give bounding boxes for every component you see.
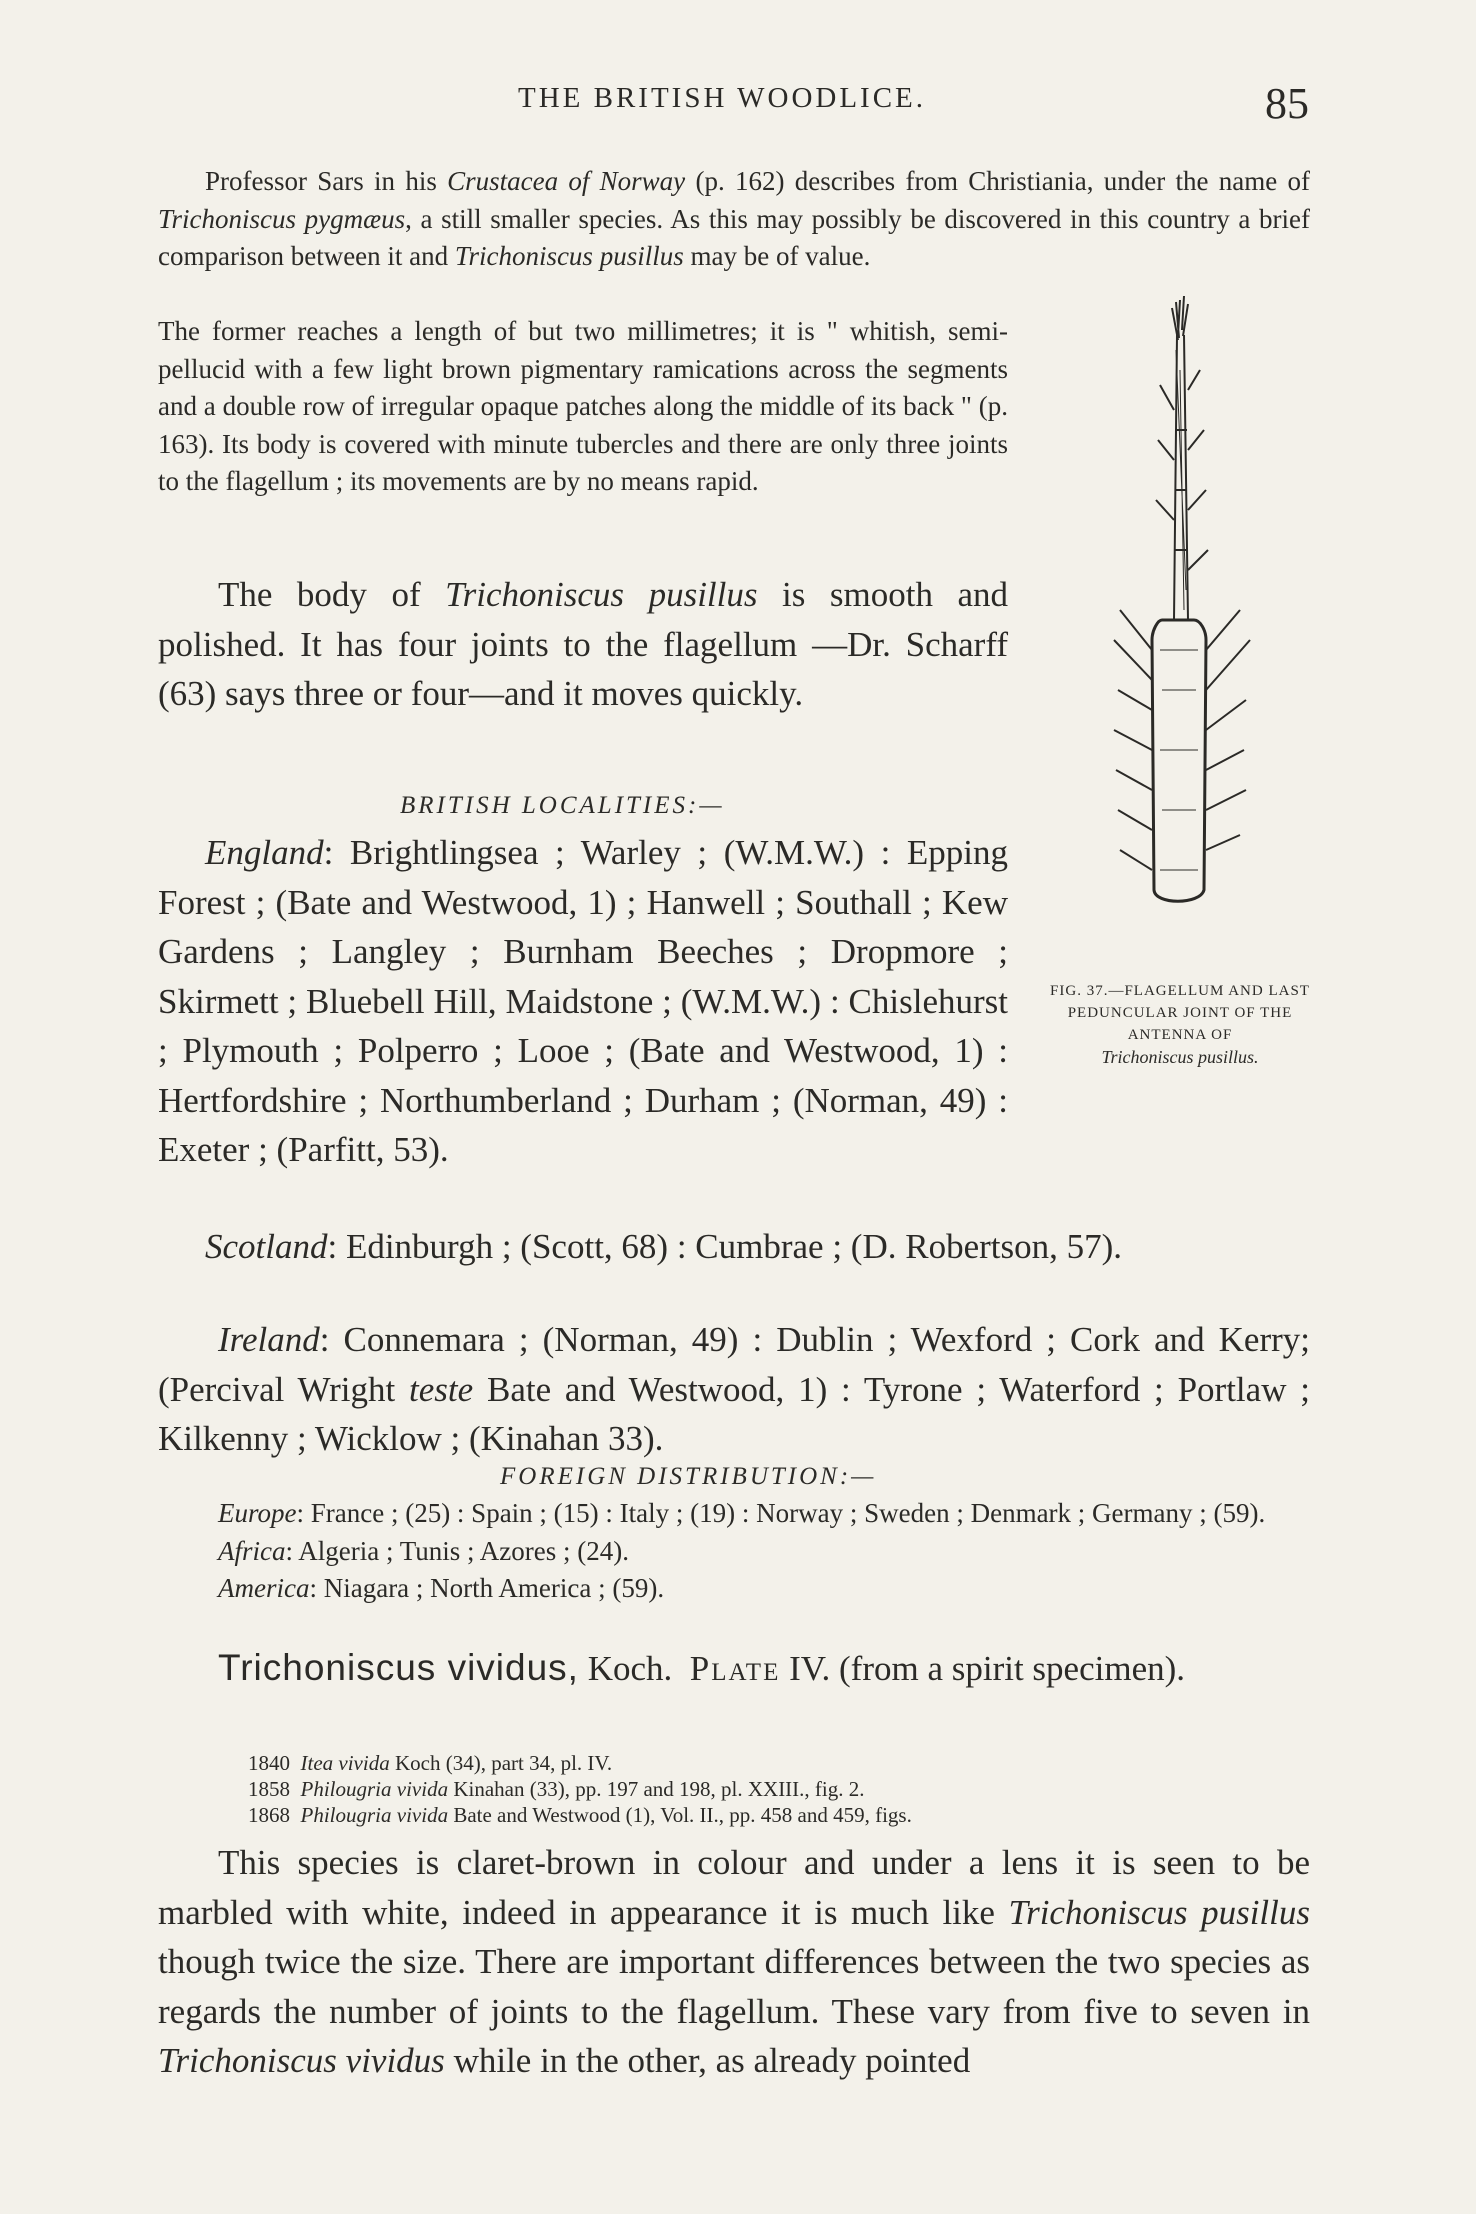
species-heading: Trichoniscus vividus, Koch. Plate IV. (from a spirit specimen).	[218, 1647, 1186, 1688]
page-number: 85	[1265, 79, 1309, 128]
body-paragraph: The body of Trichoniscus pusillus is smooth and polished. It has four joints to the flagellum —Dr. Scharff (63) says three or four—and it moves quickly.	[158, 575, 1009, 713]
page-header	[0, 78, 1476, 138]
running-head: THE BRITISH WOODLICE.	[518, 82, 927, 114]
synonym-references	[248, 1750, 1308, 1828]
reference-row: 1868 Philougria vivida Bate and Westwood (1), Vol. II., pp. 458 and 459, figs.	[248, 1803, 912, 1827]
british-localities-heading: BRITISH LOCALITIES:—	[400, 792, 725, 819]
reference-row: 1858 Philougria vivida Kinahan (33), pp. 197 and 198, pl. XXIII., fig. 2.	[248, 1777, 865, 1801]
reference-row: 1840 Itea vivida Koch (34), part 34, pl. IV.	[248, 1751, 613, 1775]
intro-paragraph: Professor Sars in his Crustacea of Norway (p. 162) describes from Christiania, under the name of Trichoniscus pygmæus, a still smaller species. As this may possibly be discovered in this country a brief comparison between it and Trichoniscus pusillus may be of value.	[158, 166, 1310, 271]
figure-caption: FIG. 37.—FLAGELLUM AND LAST PEDUNCULAR JOINT OF THE ANTENNA OF Trichoniscus pusillus.	[1050, 983, 1310, 1067]
foreign-distribution-heading: FOREIGN DISTRIBUTION:—	[500, 1463, 877, 1490]
antenna-figure	[1100, 290, 1260, 940]
description-paragraph: This species is claret-brown in colour and under a lens it is seen to be marbled with white, indeed in appearance it is much like Trichoniscus pusillus though twice the size. There are important differences between the two species as regards the number of joints to the flagellum. These vary from five to seven in Trichoniscus vividus while in the other, as already pointed	[158, 1843, 1310, 2080]
intro-continuation: The former reaches a length of but two millimetres; it is " whitish, semi-pellucid with a few light brown pigmentary ramications across the segments and a double row of irregular opaque patches along the middle of its back " (p. 163). Its body is covered with minute tubercles and there are only three joints to the flagellum ; its movements are by no means rapid.	[158, 316, 1008, 496]
ireland-localities: Ireland: Connemara ; (Norman, 49) : Dublin ; Wexford ; Cork and Kerry; (Percival Wright teste Bate and Westwood, 1) : Tyrone ; Waterford ; Portlaw ; Kilkenny ; Wicklow ; (Kinahan 33).	[158, 1320, 1310, 1458]
england-localities: England: Brightlingsea ; Warley ; (W.M.W.) : Epping Forest ; (Bate and Westwood, 1) ; Hanwell ; Southall ; Kew Gardens ; Langley ; Burnham Beeches ; Dropmore ; Skirmett ; Bluebell Hill, Maidstone ; (W.M.W.) : Chislehurst ; Plymouth ; Polperro ; Looe ; (Bate and Westwood, 1) : Hertfordshire ; Northumberland ; Durham ; (Norman, 49) : Exeter ; (Parfitt, 53).	[158, 833, 1008, 1169]
scotland-localities: Scotland: Edinburgh ; (Scott, 68) : Cumbrae ; (D. Robertson, 57).	[205, 1227, 1123, 1266]
foreign-localities: Europe: France ; (25) : Spain ; (15) : Italy ; (19) : Norway ; Sweden ; Denmark ; Germany ; (59). Africa: Algeria ; Tunis ; Azores ; (24). America: Niagara ; North America ; (59).	[218, 1498, 1266, 1603]
